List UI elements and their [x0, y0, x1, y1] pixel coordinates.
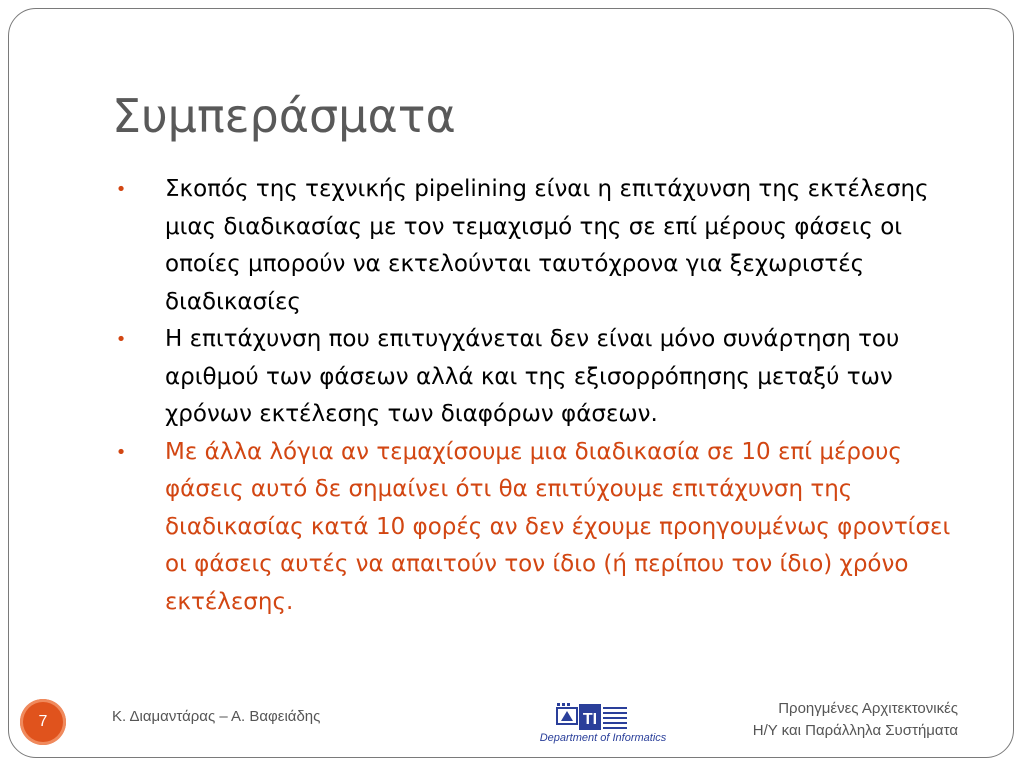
- footer-course-title: [753, 698, 958, 742]
- department-logo-icon: [527, 699, 679, 745]
- course-line-2: Η/Υ και Παράλληλα Συστήματα: [752, 722, 958, 739]
- footer-authors: Κ. Διαμαντάρας – Α. Βαφειάδης: [112, 708, 321, 725]
- slide-title: Συμπεράσματα: [112, 89, 456, 143]
- bullet-marker: •: [115, 441, 127, 463]
- course-line-1: Προηγμένες Αρχιτεκτονικές: [778, 700, 958, 717]
- bullet-marker: •: [115, 179, 127, 200]
- bullet-marker: •: [115, 329, 127, 350]
- svg-text:TI: TI: [582, 711, 598, 728]
- bullet-text: Με άλλα λόγια αν τεμαχίσουμε μια διαδικασία σε 10 επί μέρους φάσεις αυτό δε σημαίνει ότι θα επιτύχουμε επιτάχυνση της διαδικασίας κατά 10 φορές αν δεν έχουμε προηγουμένως φροντίσει οι φάσεις αυτές να απαιτούν τον ίδιο (ή περίπου τον ίδιο) χρόνο εκτέλεσης.: [165, 438, 951, 615]
- bullet-item: [112, 171, 972, 321]
- bullet-text: Η επιτάχυνση που επιτυγχάνεται δεν είναι μόνο συνάρτηση του αριθμού των φάσεων αλλά και της εξισορρόπησης μεταξύ των χρόνων εκτέλεσης των διαφόρων φάσεων.: [165, 326, 900, 427]
- logo-caption: Department of Informatics: [539, 732, 667, 744]
- bullet-list: [112, 171, 972, 621]
- page-number-badge: 7: [20, 699, 66, 745]
- bullet-item: [112, 321, 972, 434]
- bullet-text: Σκοπός της τεχνικής pipelining είναι η επιτάχυνση της εκτέλεσης μιας διαδικασίας με τον τεμαχισμό της σε επί μέρους φάσεις οι οποίες μπορούν να εκτελούνται ταυτόχρονα για ξεχωριστές διαδικασίες: [165, 176, 929, 315]
- bullet-item-emphasis: [112, 434, 972, 622]
